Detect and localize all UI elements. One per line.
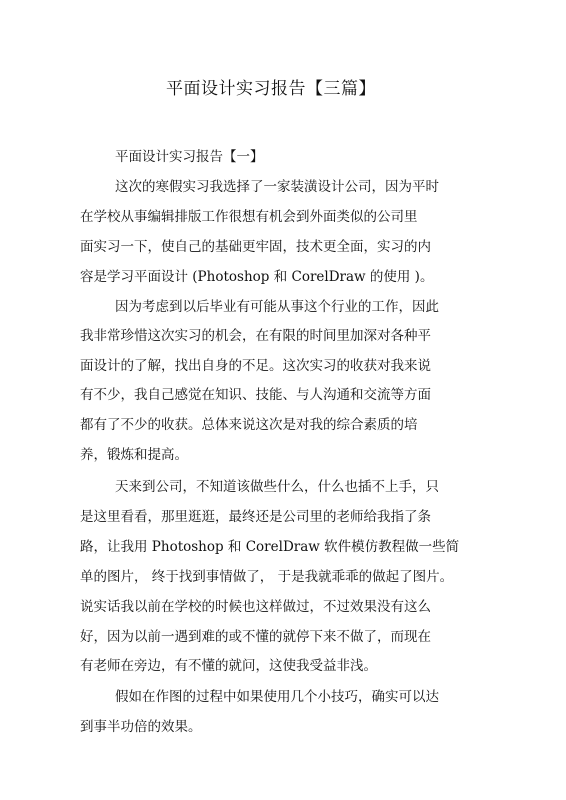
body-line: 面实习一下，使自己的基础更牢固，技术更全面，实习的内 [80,239,431,255]
body-line: 我非常珍惜这次实习的机会，在有限的时间里加深对各种平 [80,328,431,344]
body-line: 有不少，我自己感觉在知识、技能、与人沟通和交流等方面 [80,387,431,403]
body-line: 有老师在旁边，有不懂的就问，这使我受益非浅。 [80,658,377,674]
body-line: 在学校从事编辑排版工作很想有机会到外面类似的公司里 [80,209,418,225]
body-line: 路，让我用 Photoshop 和 CorelDraw 软件模仿教程做一些简 [80,539,460,555]
body-line: 天来到公司，不知道该做些什么，什么也插不上手，只 [115,479,439,495]
body-line: 面设计的了解，找出自身的不足。这次实习的收获对我来说 [80,358,431,374]
section-heading: 平面设计实习报告【一】 [115,149,264,165]
body-line: 因为考虑到以后毕业有可能从事这个行业的工作，因此 [115,299,439,315]
body-line: 说实话我以前在学校的时候也这样做过，不过效果没有这么 [80,599,431,615]
body-line: 养，锻炼和提高。 [80,447,188,463]
body-line: 到事半功倍的效果。 [80,719,202,735]
body-line: 单的图片， 终于找到事情做了， 于是我就乖乖的做起了图片。 [80,569,454,585]
body-line: 都有了不少的收获。总体来说这次是对我的综合素质的培 [80,417,418,433]
body-line: 是这里看看，那里逛逛，最终还是公司里的老师给我指了条 [80,509,431,525]
body-line: 容是学习平面设计 (Photoshop 和 CorelDraw 的使用 )。 [80,269,434,285]
body-line: 假如在作图的过程中如果使用几个小技巧，确实可以达 [115,689,439,705]
body-line: 好，因为以前一遇到难的或不懂的就停下来不做了，而现在 [80,629,431,645]
body-line: 这次的寒假实习我选择了一家装潢设计公司，因为平时 [115,179,439,195]
document-title: 平面设计实习报告【三篇】 [166,79,376,99]
